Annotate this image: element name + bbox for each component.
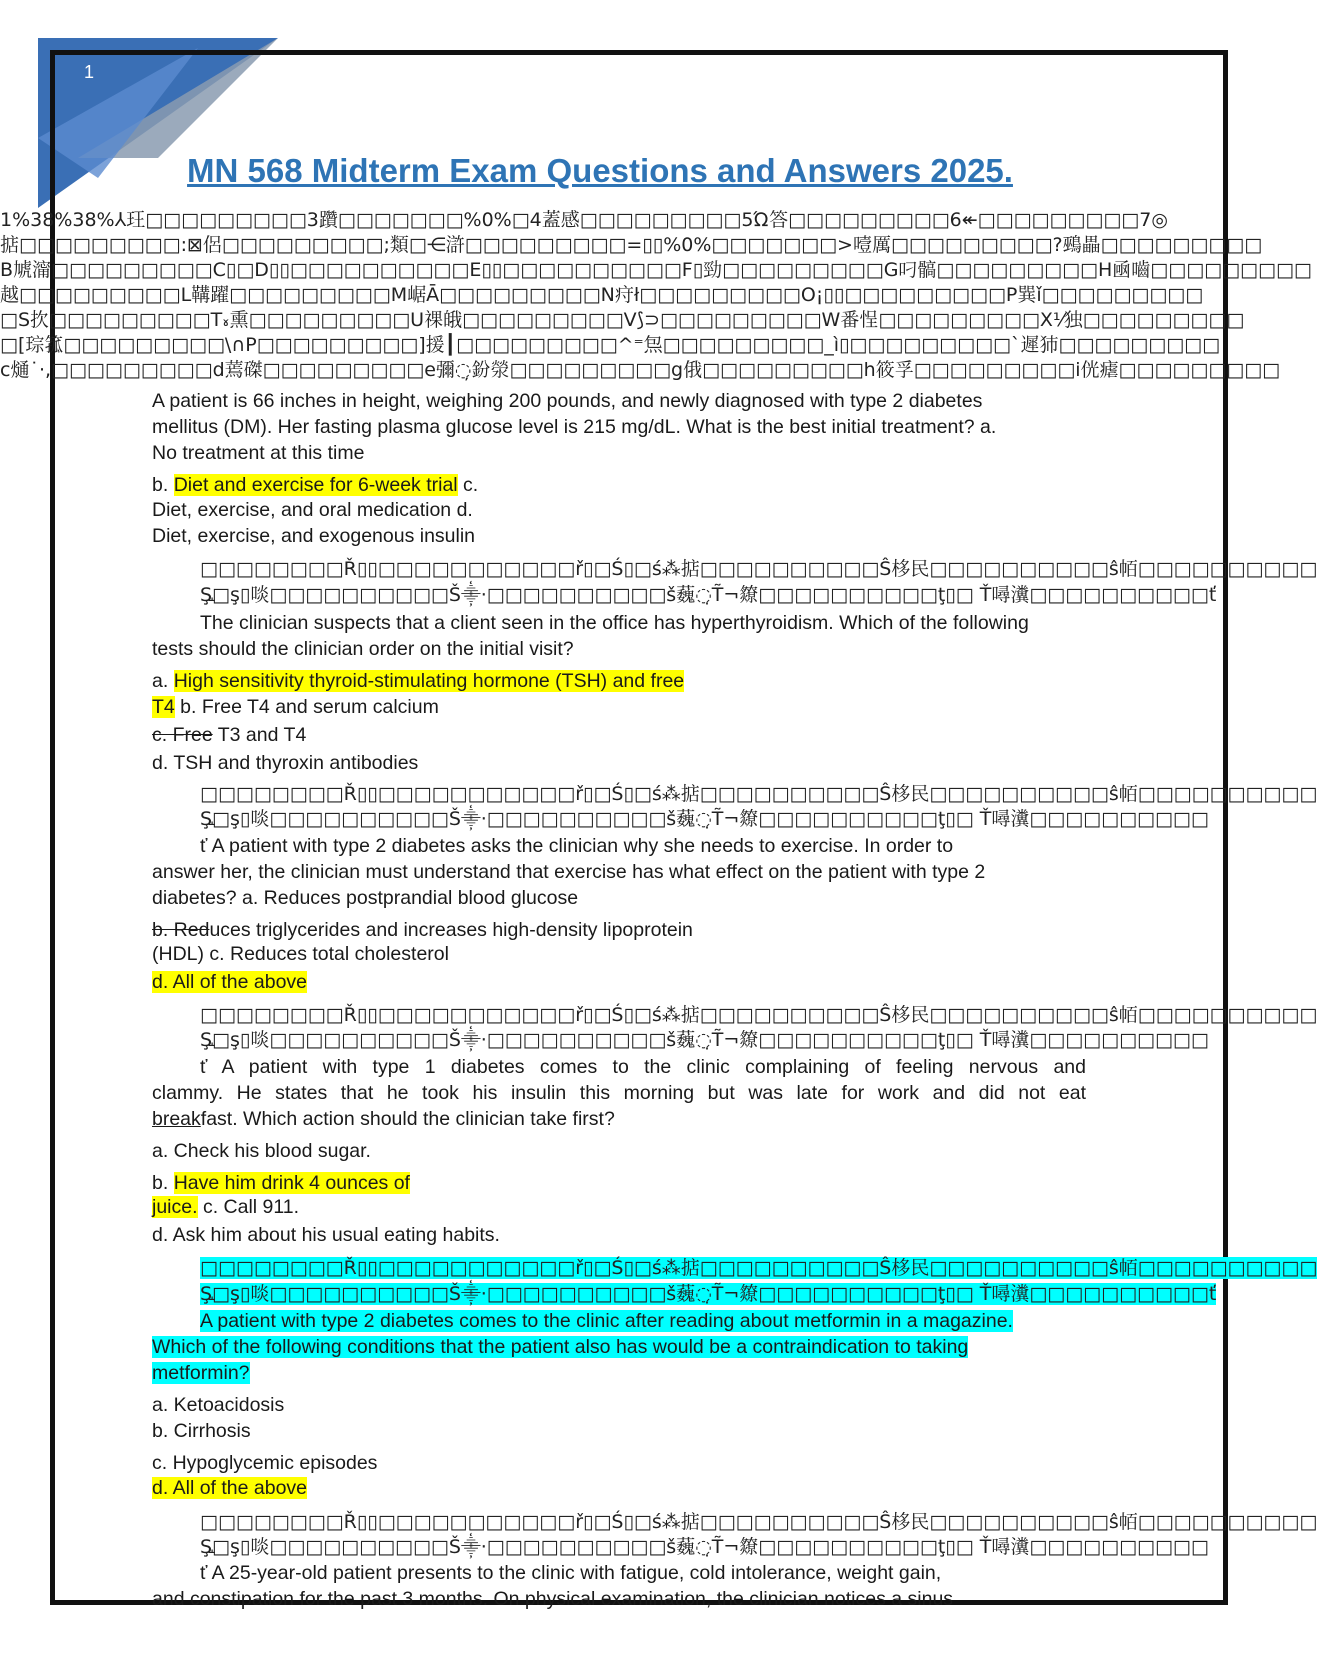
garbled-row: Ş꜡□ş▯啖□□□□□□□□□□Š⸎·□□□□□□□□□□š蘶◌̣T̃¬爒□□□□□□□□□□ţ▯□ Ť噚瀵□□□□□□□□□□ (200, 808, 1209, 830)
answer-highlight: juice. (152, 1196, 198, 1218)
garbled-row: B虓澝□□□□□□□□□C▯□D▯▯□□□□□□□□□□E▯▯□□□□□□□□□□F▯勁□□□□□□□□□G叼髇□□□□□□□□□H凾嚙□□□□□□□□□ (0, 259, 1312, 281)
answer-highlight: d. All of the above (152, 971, 308, 993)
page-title[interactable]: MN 568 Midterm Exam Questions and Answers 2025. (187, 152, 1013, 189)
q2-stem: The clinician suspects that a client seen in the office has hyperthyroidism. Which of the following (200, 612, 1029, 634)
q5-option-d (152, 1475, 1112, 1501)
garbled-row: □□□□□□□□Ř▯▯□□□□□□□□□□□ř▯□Ś▯□ś⁂掂□□□□□□□□□□Ŝ栘民□□□□□□□□□□ŝ帞□□□□□□□□□□ (200, 1257, 1317, 1279)
q5-option-c: c. Hypoglycemic episodes (152, 1452, 378, 1474)
q2-stem: tests should the clinician order on the initial visit? (152, 638, 574, 660)
garbled-row: □□□□□□□□Ř▯▯□□□□□□□□□□□ř▯□Ś▯□ś⁂掂□□□□□□□□□□Ŝ栘民□□□□□□□□□□ŝ帞□□□□□□□□□□ (200, 1511, 1317, 1533)
q1-option-b: b. Diet and exercise for 6-week trial c. (152, 474, 479, 496)
q3-option-d (152, 969, 1112, 995)
q4-option-a: a. Check his blood sugar. (152, 1140, 371, 1162)
q2-option-d: d. TSH and thyroxin antibodies (152, 752, 419, 774)
q5-stem: A patient with type 2 diabetes comes to the clinic after reading about metformin in a magazine. (200, 1310, 1013, 1332)
q5-stem: metformin? (152, 1362, 250, 1384)
q4-stem: clammy. He states that he took his insulin this morning but was late for work and did not eat (152, 1082, 1086, 1104)
garbled-row: □□□□□□□□Ř▯▯□□□□□□□□□□□ř▯□Ś▯□ś⁂掂□□□□□□□□□□Ŝ栘民□□□□□□□□□□ŝ帞□□□□□□□□□□ (200, 558, 1317, 580)
page-number: 1 (84, 62, 95, 82)
q4-stem: ť A patient with type 1 diabetes comes to the clinic complaining of feeling nervous and (200, 1056, 1086, 1078)
answer-highlight: Diet and exercise for 6-week trial (173, 474, 458, 496)
garbled-row: Ş꜡□ş▯啖□□□□□□□□□□Š⸎·□□□□□□□□□□š蘶◌̣T̃¬爒□□□□□□□□□□ţ▯□ Ť噚瀵□□□□□□□□□□ (200, 1536, 1209, 1558)
q4-option-b: b. Have him drink 4 ounces of (152, 1172, 410, 1194)
q3-option-b: b. Reduces triglycerides and increases high-density lipoprotein (152, 919, 693, 941)
garbled-row: Ş꜡□ş▯啖□□□□□□□□□□Š⸎·□□□□□□□□□□š蘶◌̣T̃¬爒□□□□□□□□□□ţ▯□ Ť噚瀵□□□□□□□□□□ť (200, 1283, 1217, 1305)
q2-option-a: a. High sensitivity thyroid-stimulating hormone (TSH) and free (152, 670, 685, 692)
q3-stem: ť A patient with type 2 diabetes asks the clinician why she needs to exercise. In order to (200, 835, 954, 857)
q6-stem: ť A 25-year-old patient presents to the clinic with fatigue, cold intolerance, weight gain, (200, 1562, 942, 1584)
q5-stem: Which of the following conditions that the patient also has would be a contraindication to taking (152, 1336, 969, 1358)
answer-highlight: T4 (152, 696, 175, 718)
q6-stem: and constipation for the past 3 months. On physical examination, the clinician notices a sinus (152, 1588, 954, 1610)
q1-stem: mellitus (DM). Her fasting plasma glucose level is 215 mg/dL. What is the best initial treatment? a. (152, 416, 997, 438)
q1-stem: No treatment at this time (152, 442, 365, 464)
garbled-row: Ş꜡□ş▯啖□□□□□□□□□□Š⸎·□□□□□□□□□□š蘶◌̣T̃¬爒□□□□□□□□□□ţ▯□ Ť噚瀵□□□□□□□□□□ť (200, 584, 1217, 606)
garbled-row: c熥˙·,□□□□□□□□□d蔫磔□□□□□□□□□e彌◌̦鈖滎□□□□□□□□□g俄□□□□□□□□□h筱孚□□□□□□□□□i侊瘧□□□□□□□□□ (0, 359, 1281, 381)
q1-stem: A patient is 66 inches in height, weighing 200 pounds, and newly diagnosed with type 2 diabetes (152, 390, 983, 412)
garbled-row: □□□□□□□□Ř▯▯□□□□□□□□□□□ř▯□Ś▯□ś⁂掂□□□□□□□□□□Ŝ栘民□□□□□□□□□□ŝ帞□□□□□□□□□□ (200, 783, 1317, 805)
q3-stem: diabetes? a. Reduces postprandial blood glucose (152, 887, 579, 909)
q4-option-d: d. Ask him about his usual eating habits. (152, 1224, 500, 1246)
garbled-row: 掂□□□□□□□□□:⊠侶□□□□□□□□□;類□⋲滸□□□□□□□□□=▯▯%0%□□□□□□□>噎厲□□□□□□□□□?鵐畾□□□□□□□□□ (0, 234, 1263, 256)
q5-option-a: a. Ketoacidosis (152, 1394, 285, 1416)
q1-option-c: Diet, exercise, and oral medication d. (152, 499, 473, 521)
garbled-row: Ş꜡□ş▯啖□□□□□□□□□□Š⸎·□□□□□□□□□□š蘶◌̣T̃¬爒□□□□□□□□□□ţ▯□ Ť噚瀵□□□□□□□□□□ (200, 1029, 1209, 1051)
q1-option-d: Diet, exercise, and exogenous insulin (152, 525, 476, 547)
garbled-row: 1%38%38%⅄玨□□□□□□□□□3躦□□□□□□□%0%□4蓋感□□□□□□□□□5Ώ答□□□□□□□□□6↞□□□□□□□□□7◎ (0, 209, 1168, 231)
garbled-row: 越□□□□□□□□□L鞲躍□□□□□□□□□M崌Ā□□□□□□□□□N疛ł□□□□□□□□□O¡▯▯□□□□□□□□□P巽ǐ□□□□□□□□□ (0, 284, 1204, 306)
q2-option-b: T4 b. Free T4 and serum calcium (152, 696, 439, 718)
garbled-row: □S扻□□□□□□□□□T៵熏□□□□□□□□□U祼皒□□□□□□□□□V⟆⊃□□□□□□□□□W番悜□□□□□□□□□X⅟独□□□□□□□□□ (0, 309, 1245, 331)
q4-stem: breakfast. Which action should the clinician take first? (152, 1108, 615, 1130)
q5-option-b: b. Cirrhosis (152, 1420, 251, 1442)
q3-option-c: (HDL) c. Reduces total cholesterol (152, 943, 449, 965)
answer-highlight: Have him drink 4 ounces of (173, 1172, 410, 1194)
q2-option-c: c. Free T3 and T4 (152, 724, 307, 746)
q4-option-c: juice. c. Call 911. (152, 1196, 300, 1218)
q3-stem: answer her, the clinician must understand that exercise has what effect on the patient with type 2 (152, 861, 986, 883)
answer-highlight: d. All of the above (152, 1477, 308, 1499)
answer-highlight: High sensitivity thyroid-stimulating hormone (TSH) and free (173, 670, 685, 692)
garbled-row: □□□□□□□□Ř▯▯□□□□□□□□□□□ř▯□Ś▯□ś⁂掂□□□□□□□□□□Ŝ栘民□□□□□□□□□□ŝ帞□□□□□□□□□□ (200, 1004, 1317, 1026)
garbled-row: □[琮箛□□□□□□□□□\∩P□□□□□□□□□]援┃□□□□□□□□□^⁼炰□□□□□□□□□_ì▯□□□□□□□□□`遲犻□□□□□□□□□ (0, 334, 1221, 356)
